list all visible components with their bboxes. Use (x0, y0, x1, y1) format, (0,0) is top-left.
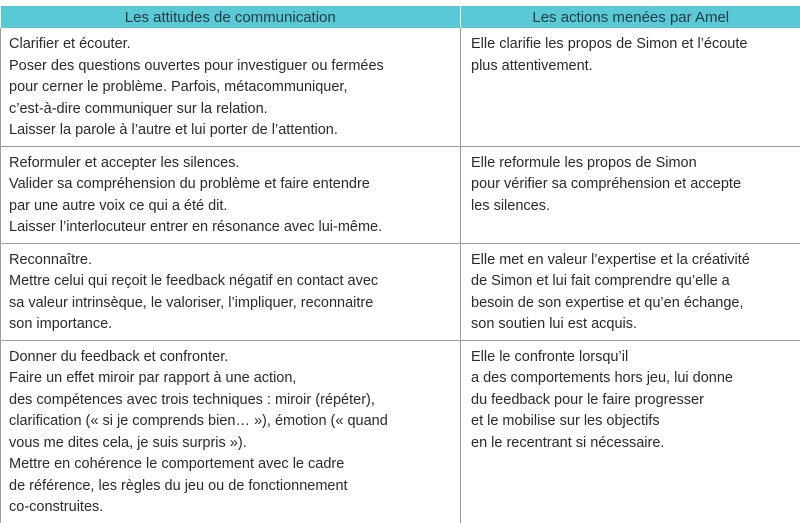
header-actions: Les actions menées par Amel (461, 6, 800, 28)
table-row (1, 243, 800, 340)
attitude-cell: Donner du feedback et confronter. Faire un effet miroir par rapport à une action, des compétences avec trois techniques : miroir (répéter), clarification (« si je comprends bien… »), émotion (« quand vous me dites cela, je suis surpris »). Mettre en cohérence le comportement avec le cadre de référence, les règles du jeu ou de fonctionnement co-construites. (1, 340, 461, 523)
attitude-cell: Reconnaître. Mettre celui qui reçoit le feedback négatif en contact avec sa valeur intrinsèque, le valoriser, l’impliquer, reconnaitre son importance. (1, 243, 461, 340)
attitude-cell: Clarifier et écouter. Poser des questions ouvertes pour investiguer ou fermées pour cerner le problème. Parfois, métacommuniquer, c’est-à-dire communiquer sur la relation. Laisser la parole à l’autre et lui porter de l’attention. (1, 28, 461, 146)
header-attitudes: Les attitudes de communication (1, 6, 461, 28)
action-cell: Elle le confronte lorsqu’il a des comportements hors jeu, lui donne du feedback pour le faire progresser et le mobilise sur les objectifs en le recentrant si nécessaire. (461, 340, 800, 523)
header-row (1, 6, 800, 28)
attitude-cell: Reformuler et accepter les silences. Valider sa compréhension du problème et faire entendre par une autre voix ce qui a été dit. Laisser l’interlocuteur entrer en résonance avec lui-même. (1, 146, 461, 243)
table-header (1, 6, 800, 28)
communication-table (0, 6, 800, 523)
action-cell: Elle clarifie les propos de Simon et l’écoute plus attentivement. (461, 28, 800, 146)
table-row (1, 340, 800, 523)
action-cell: Elle met en valeur l’expertise et la créativité de Simon et lui fait comprendre qu’elle a besoin de son expertise et qu’en échange, son soutien lui est acquis. (461, 243, 800, 340)
table-row (1, 28, 800, 146)
table-row (1, 146, 800, 243)
action-cell: Elle reformule les propos de Simon pour vérifier sa compréhension et accepte les silences. (461, 146, 800, 243)
table-body (1, 28, 800, 523)
